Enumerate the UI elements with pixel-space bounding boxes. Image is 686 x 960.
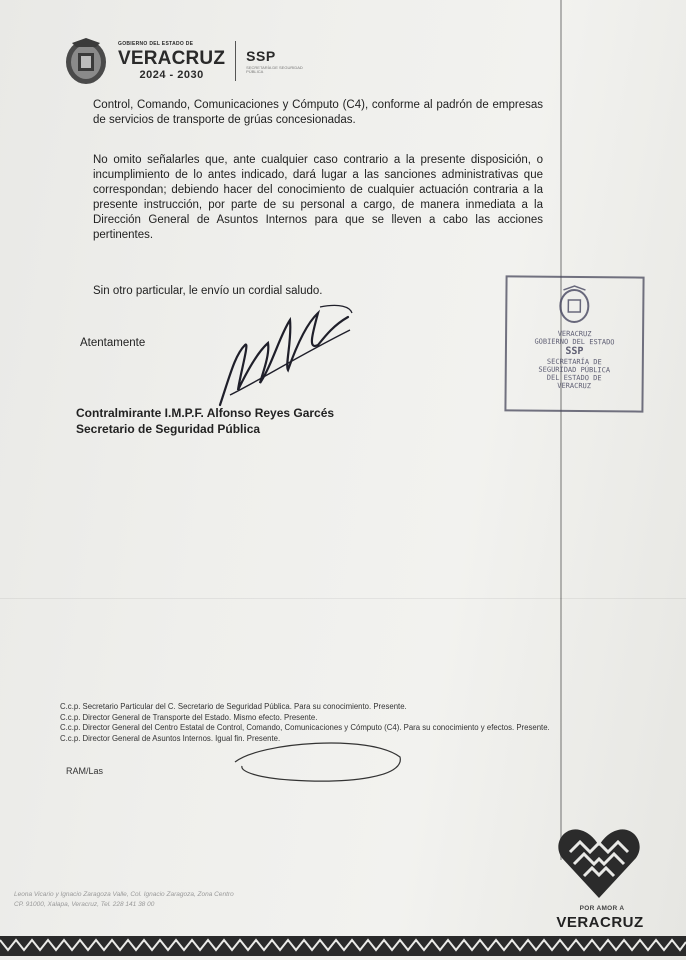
por-amor-heart-logo-icon: [556, 822, 642, 902]
initials: RAM/Las: [66, 766, 104, 776]
decorative-footer-band: [0, 936, 686, 956]
stamp-line-4: SECRETARÍA DE: [546, 357, 602, 367]
ccp-line: C.c.p. Director General del Centro Estatal de Control, Comando, Comunicaciones y Cómputo (C4). Para su conocimiento y efectos. Presente.: [60, 723, 550, 732]
stamp-line-2: GOBIERNO DEL ESTADO: [534, 337, 615, 347]
footer-address: [14, 890, 234, 910]
logo-name: VERACRUZ: [556, 914, 644, 931]
paragraph-2: No omito señalarles que, ante cualquier caso contrario a la presente disposición, o incumplimiento de lo antes indicado, dará lugar a las sanciones administrativas que correspondan; debiendo hacer del conocimiento de cualquier actuación contraria a la presente instrucción, por parte de su personal a cargo, de manera inmediata a la Dirección General de Asuntos Internos para que se lleven a cabo las acciones pertinentes.: [93, 154, 543, 241]
ssp-subtitle: SECRETARÍA DE SEGURIDAD PÚBLICA: [246, 64, 303, 74]
stamp-seal-icon: [557, 284, 591, 324]
administration-years: 2024 - 2030: [139, 68, 204, 81]
state-name: VERACRUZ: [118, 47, 226, 69]
government-name: [118, 42, 225, 81]
state-seal-icon: [62, 35, 110, 87]
signer-block: [76, 405, 334, 437]
ccp-line: C.c.p. Director General de Asuntos Internos. Igual fin. Presente.: [60, 733, 281, 743]
closing-text: Atentamente: [80, 337, 146, 349]
address-line-1: Leona Vicario y Ignacio Zaragoza Valle, Col. Ignacio Zaragoza, Zona Centro: [14, 891, 234, 898]
signer-name: Contralmirante I.M.P.F. Alfonso Reyes Garcés: [76, 406, 335, 420]
stamp-line-7: VERACRUZ: [557, 381, 592, 391]
ccp-handwritten-circle: [230, 722, 410, 786]
address-line-2: CP. 91000, Xalapa, Veracruz, Tel. 228 141 38 00: [14, 901, 155, 908]
ssp-logo: [246, 49, 306, 74]
official-stamp: [504, 275, 644, 412]
stamp-line-3: SSP: [565, 345, 584, 358]
stamp-line-5: SEGURIDAD PÚBLICA: [538, 365, 611, 375]
letterhead: [62, 34, 306, 88]
paragraph-3: Sin otro particular, le envío un cordial saludo.: [93, 285, 323, 297]
handwritten-signature: [200, 295, 360, 415]
logo-tagline: POR AMOR A: [579, 905, 625, 912]
paragraph-1: Control, Comando, Comunicaciones y Cómputo (C4), conforme al padrón de empresas de servicios de transporte de grúas concesionadas.: [93, 99, 543, 126]
gov-small-label: GOBIERNO DEL ESTADO DE: [118, 40, 194, 47]
ccp-line: C.c.p. Secretario Particular del C. Secretario de Seguridad Pública. Para su conocimiento. Presente.: [60, 702, 407, 711]
ccp-line: C.c.p. Director General de Transporte del Estado. Mismo efecto. Presente.: [60, 712, 318, 722]
signer-title: Secretario de Seguridad Pública: [76, 422, 261, 436]
stamp-line-6: DEL ESTADO DE: [546, 373, 602, 383]
paper-crease: [0, 598, 686, 599]
header-divider: [235, 41, 236, 81]
ssp-title: SSP: [246, 47, 276, 64]
stamp-line-1: VERACRUZ: [557, 329, 592, 339]
